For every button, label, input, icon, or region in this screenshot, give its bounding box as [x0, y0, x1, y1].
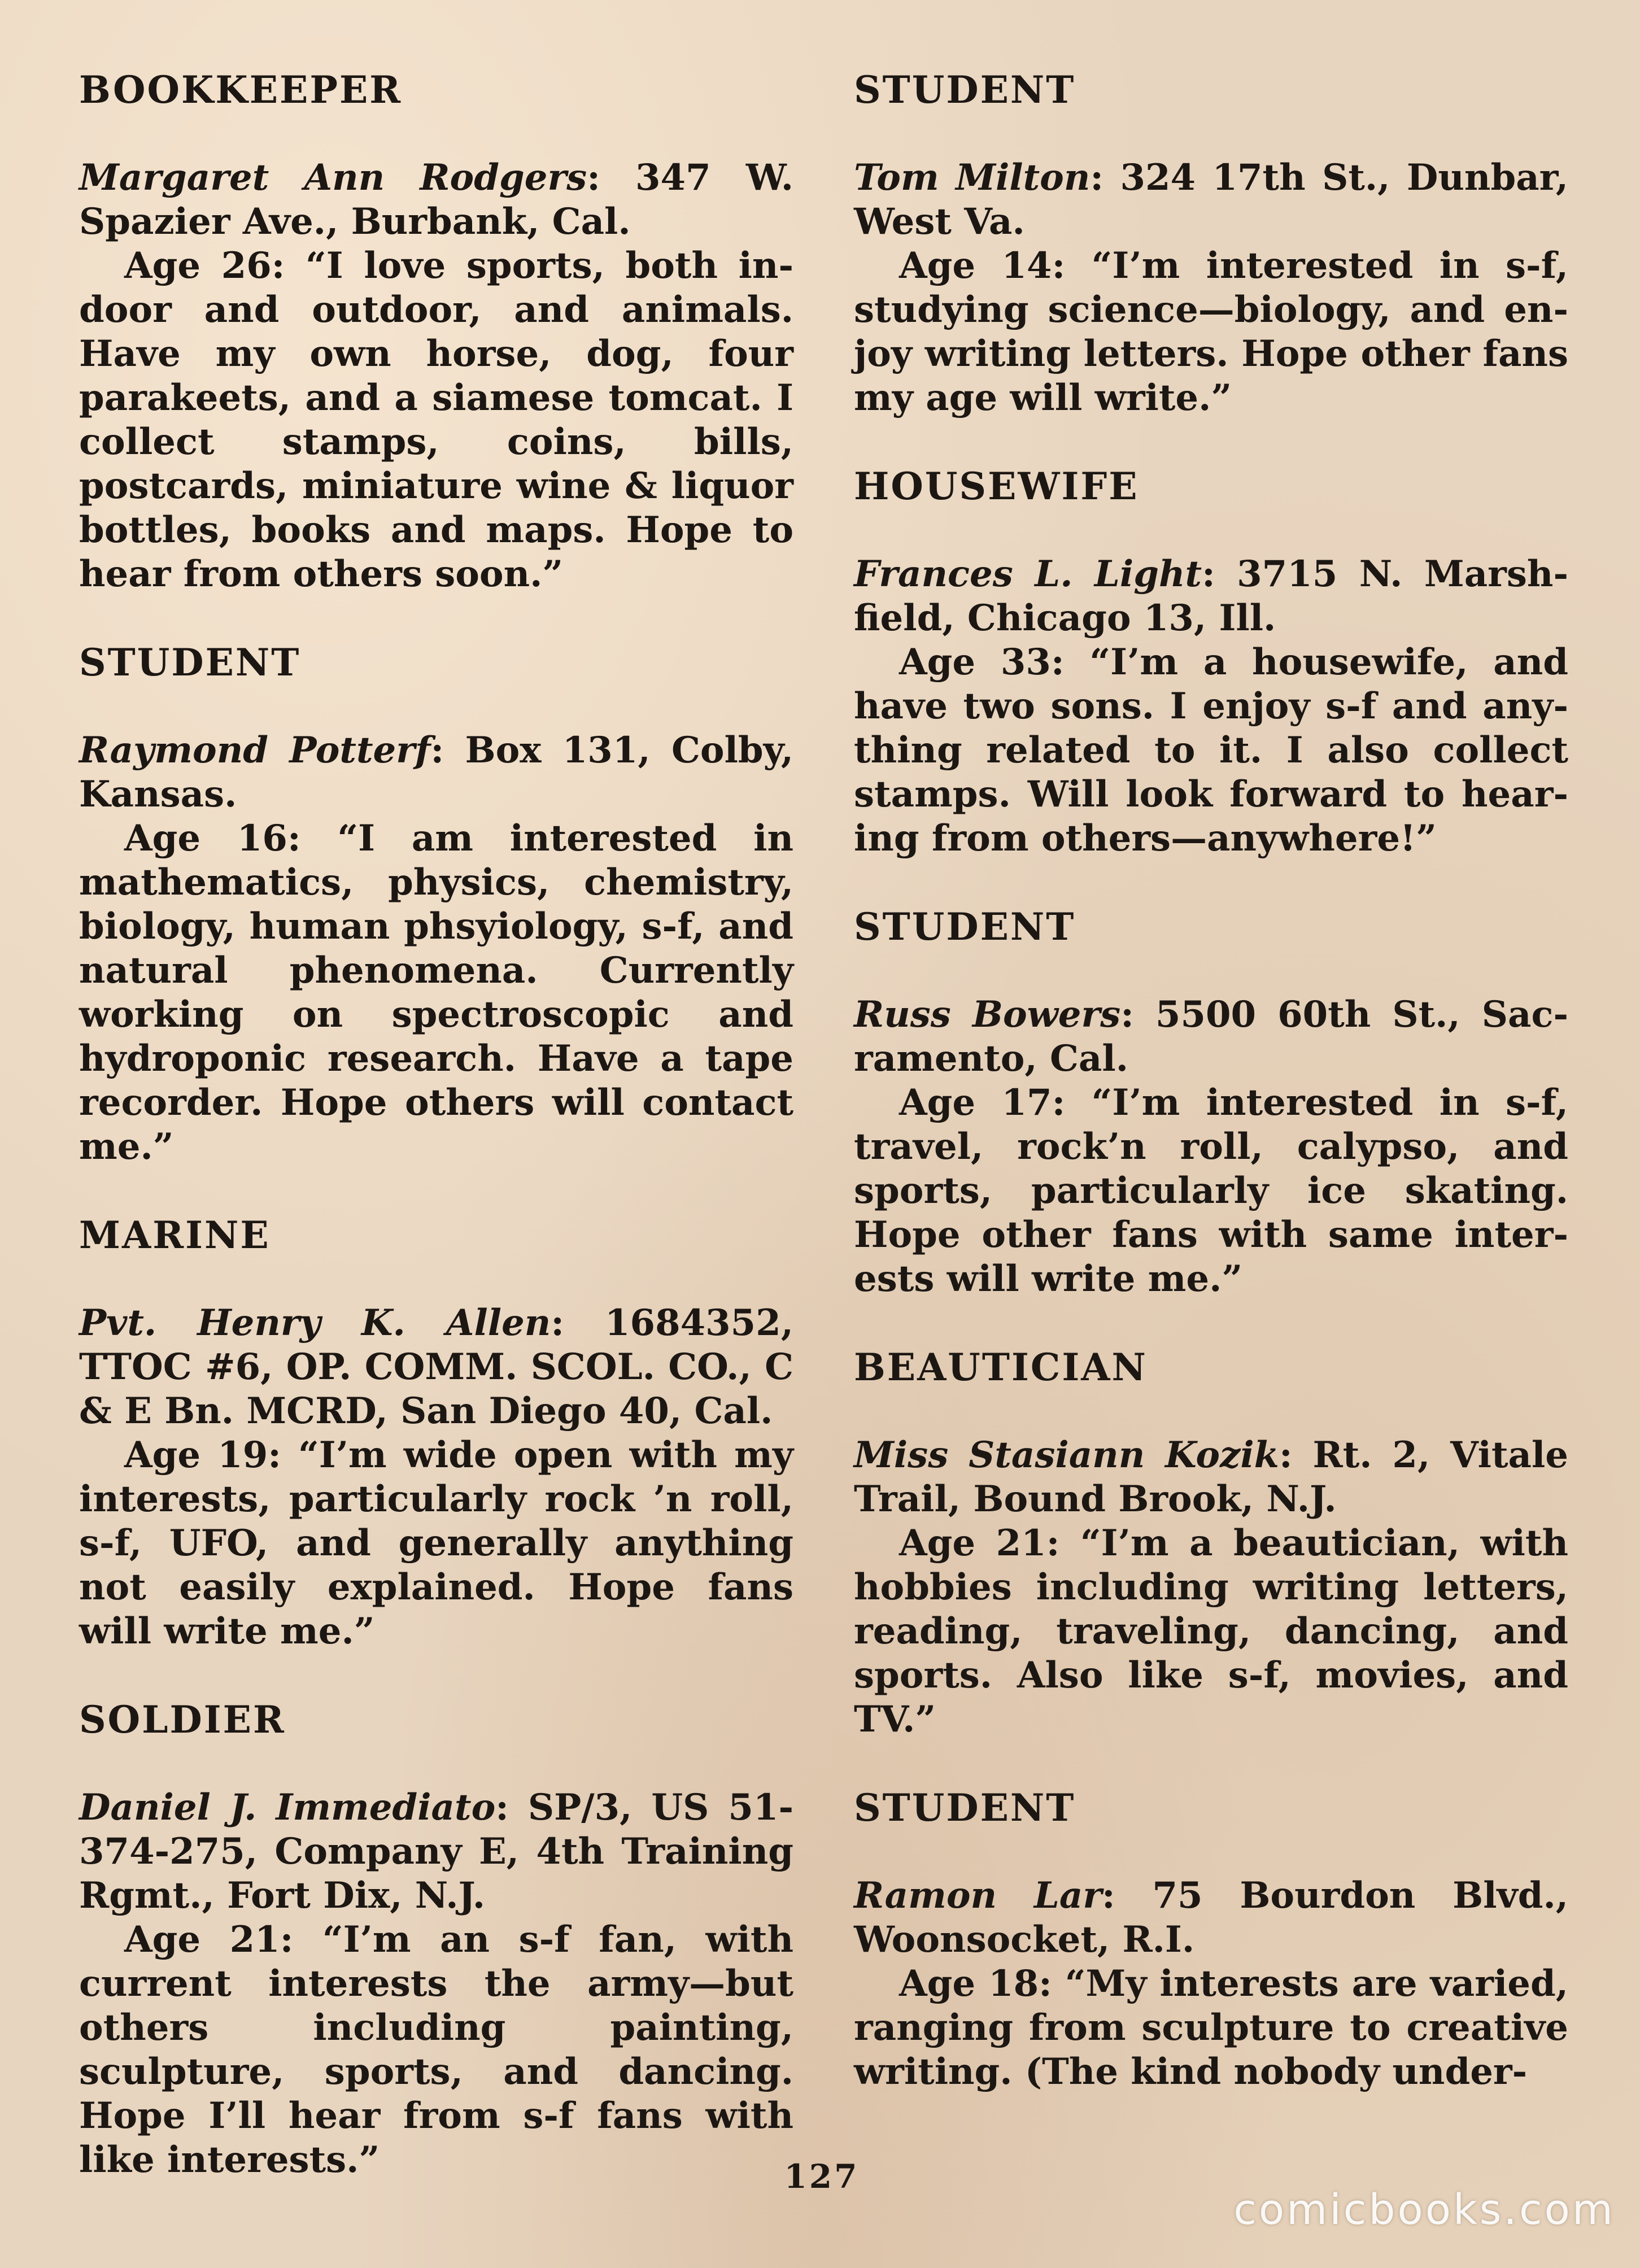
entry-details: Age 19: “I’m wide open with my interests, particularly rock ’n roll, s-f, UFO, and generally anything not easily explained. Hope fans will write me.”: [79, 1434, 793, 1652]
left-column: [79, 68, 793, 2226]
name-address: [79, 729, 793, 817]
occupation-heading: BOOKKEEPER: [79, 68, 403, 112]
address: : Box 131, Colby, Kansas.: [79, 729, 794, 815]
address: : 75 Bourdon Blvd., Woonsocket, R.I.: [854, 1874, 1569, 1961]
occupation-heading: MARINE: [79, 1213, 271, 1257]
person-name: Tom Milton: [854, 156, 1091, 199]
address: : SP/3, US 51-374-275, Company E, 4th Training Rgmt., Fort Dix, N.J.: [79, 1786, 794, 1917]
address: : 347 W. Spazier Ave., Burbank, Cal.: [79, 156, 793, 243]
address: : 324 17th St., Dunbar, West Va.: [854, 156, 1569, 243]
listing-entry: [854, 68, 1568, 420]
entry-details: Age 21: “I’m a beautician, with hobbies including writing letters, reading, traveling, dancing, and sports. Also like s-f, movies, and TV.”: [854, 1522, 1568, 1741]
person-name: Margaret Ann Rodgers: [79, 156, 587, 199]
name-address: [79, 1786, 793, 1918]
address: : 1684352, TTOC #6, OP. COMM. SCOL. CO., C & E Bn. MCRD, San Diego 40, Cal.: [79, 1302, 794, 1432]
site-watermark: comicbooks.com: [1233, 2186, 1615, 2234]
person-name: Frances L. Light: [854, 553, 1202, 595]
listing-entry: [854, 905, 1568, 1301]
name-address: [79, 156, 793, 244]
listing-entry: [854, 1786, 1568, 2094]
person-name: Daniel J. Immediato: [79, 1786, 496, 1829]
name-address: [854, 552, 1568, 640]
address: : 5500 60th St., Sacramento, Cal.: [854, 993, 1569, 1080]
entry-details: Age 16: “I am interested in mathematics, physics, chemistry, biology, human phsyiology, s-f, and natural phenomena. Currently working on spectroscopic and hydroponic research. Have a tape recorder. Hope others will contact me.”: [79, 817, 793, 1168]
address: : Rt. 2, Vitale Trail, Bound Brook, N.J.: [854, 1434, 1568, 1520]
occupation-heading: BEAUTICIAN: [854, 1345, 1148, 1389]
listing-entry: [79, 1213, 793, 1654]
name-address: [854, 1874, 1568, 1962]
occupation-heading: HOUSEWIFE: [854, 464, 1139, 508]
occupation-heading: STUDENT: [854, 905, 1076, 949]
listing-entry: [854, 464, 1568, 861]
address: : 3715 N. Marshfield, Chicago 13, Ill.: [854, 553, 1569, 639]
entry-details: Age 14: “I’m interested in s-f, studying science—biology, and enjoy writing letters. Hope other fans my age will write.”: [854, 245, 1568, 419]
person-name: Raymond Potterf: [79, 729, 431, 771]
listing-entry: [79, 68, 793, 596]
name-address: [854, 993, 1568, 1081]
entry-details: Age 26: “I love sports, both indoor and outdoor, and animals. Have my own horse, dog, four parakeets, and a siamese tomcat. I collect stamps, coins, bills, postcards, miniature wine & liquor bottles, books and maps. Hope to hear from others soon.”: [79, 245, 793, 595]
listing-entry: [854, 1345, 1568, 1742]
listing-entry: [79, 640, 793, 1169]
person-name: Ramon Lar: [854, 1874, 1102, 1917]
person-name: Russ Bowers: [854, 993, 1121, 1036]
person-name: Pvt. Henry K. Allen: [79, 1302, 551, 1344]
occupation-heading: STUDENT: [79, 640, 301, 684]
entry-details: Age 21: “I’m an s-f fan, with current interests the army—but others including painting, sculpture, sports, and dancing. Hope I’ll hear from s-f fans with like interests.”: [79, 1918, 793, 2181]
name-address: [854, 156, 1568, 244]
entry-details: Age 18: “My interests are varied, ranging from sculpture to creative writing. (The kind nobody under-: [854, 1962, 1568, 2093]
occupation-heading: STUDENT: [854, 68, 1076, 112]
person-name: Miss Stasiann Kozik: [854, 1434, 1279, 1476]
entry-details: Age 17: “I’m interested in s-f, travel, rock’n roll, calypso, and sports, particularly ice skating. Hope other fans with same interests will write me.”: [854, 1081, 1568, 1300]
occupation-heading: STUDENT: [854, 1786, 1076, 1830]
right-column: [854, 68, 1568, 2138]
occupation-heading: SOLDIER: [79, 1698, 286, 1742]
page-number: 127: [784, 2157, 860, 2196]
name-address: [854, 1433, 1568, 1521]
listing-entry: [79, 1698, 793, 2182]
entry-details: Age 33: “I’m a housewife, and have two sons. I enjoy s-f and anything related to it. I also collect stamps. Will look forward to hearing from others—anywhere!”: [854, 641, 1568, 860]
name-address: [79, 1301, 793, 1433]
